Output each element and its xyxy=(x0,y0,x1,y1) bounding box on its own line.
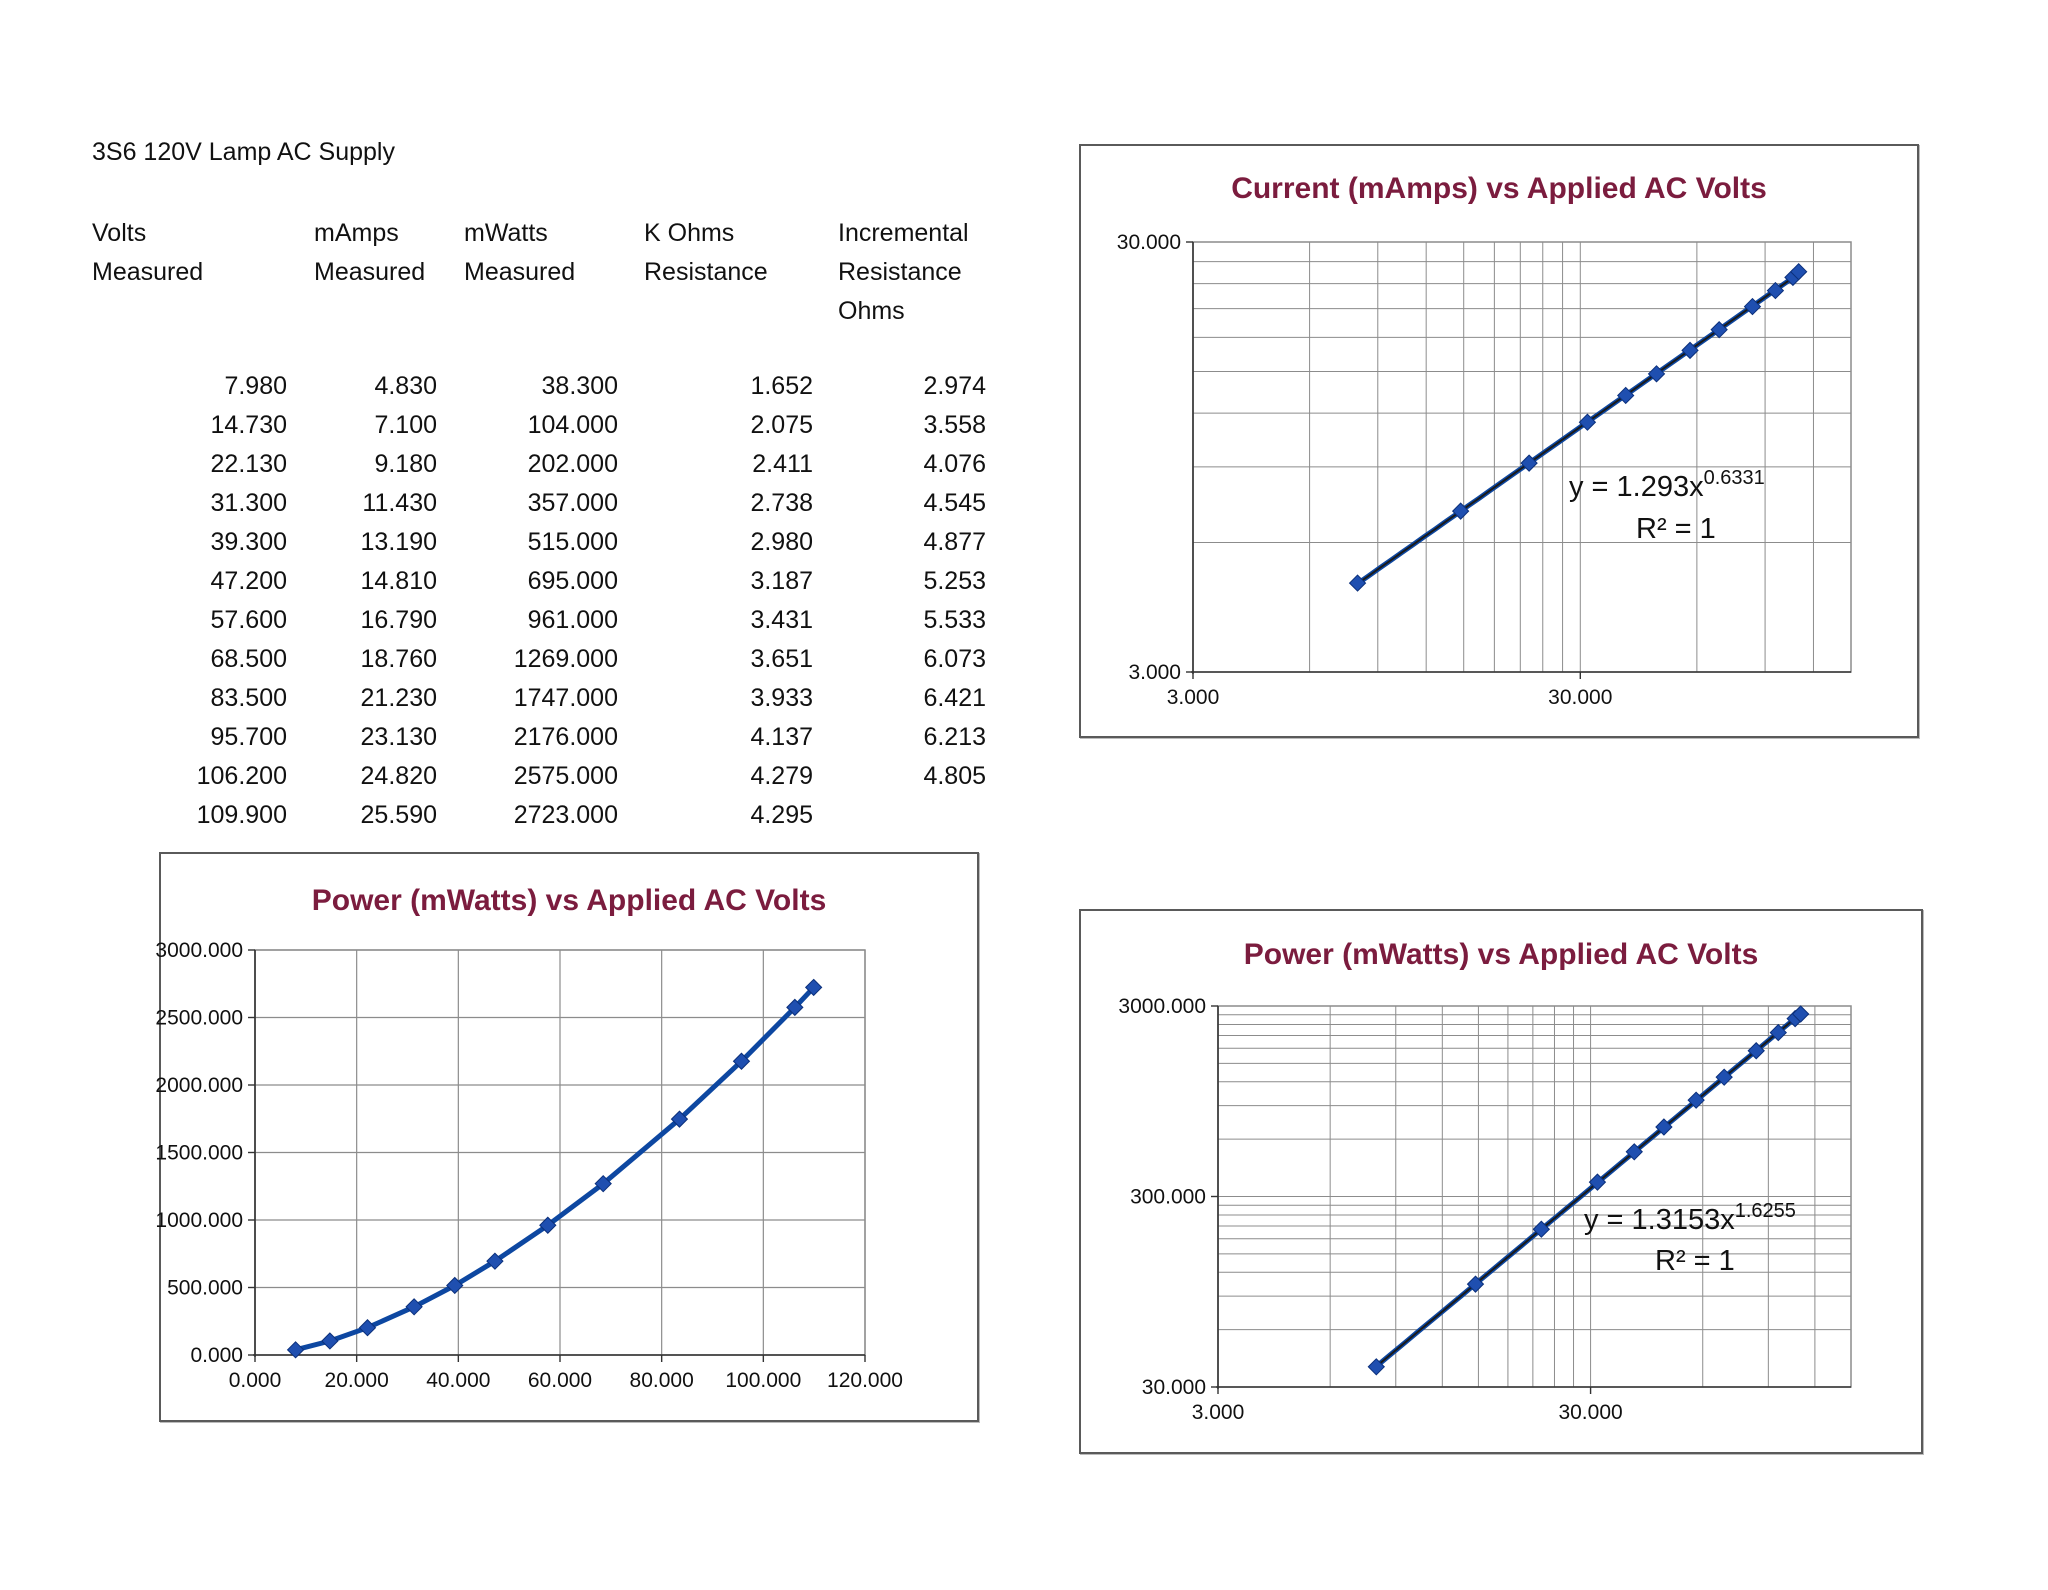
table-cell: 18.760 xyxy=(360,645,437,673)
y-tick-label: 3000.000 xyxy=(155,939,243,962)
chart-title: Power (mWatts) vs Applied AC Volts xyxy=(311,884,827,917)
table-cell: 4.877 xyxy=(923,528,986,556)
table-cell: 16.790 xyxy=(360,606,437,634)
table-cell: 3.431 xyxy=(750,606,813,634)
table-cell: 2.411 xyxy=(752,450,813,478)
current-chart-svg xyxy=(1081,146,1917,736)
table-cell: 39.300 xyxy=(210,528,287,556)
table-cell: 47.200 xyxy=(210,567,287,595)
y-tick-label: 0.000 xyxy=(190,1344,243,1367)
x-tick-label: 40.000 xyxy=(426,1369,491,1392)
table-cell: 2.980 xyxy=(750,528,813,556)
x-tick-label: 3.000 xyxy=(1191,1401,1245,1424)
column-header xyxy=(838,214,969,331)
table-cell: 4.137 xyxy=(750,723,813,751)
table-cell: 22.130 xyxy=(210,450,287,478)
table-cell: 4.545 xyxy=(923,489,986,517)
table-cell: 515.000 xyxy=(527,528,618,556)
y-tick-label: 2000.000 xyxy=(155,1074,243,1097)
table-cell: 83.500 xyxy=(210,684,287,712)
y-tick-label: 3.000 xyxy=(1128,661,1181,684)
power-log-chart-svg xyxy=(1081,911,1921,1452)
power-linear-chart xyxy=(155,852,979,1422)
table-cell: 3.558 xyxy=(923,411,986,439)
table-cell: 202.000 xyxy=(527,450,618,478)
table-cell: 4.295 xyxy=(750,801,813,829)
x-tick-label: 100.000 xyxy=(725,1369,802,1392)
column-header-line: Volts xyxy=(92,219,147,247)
column-header xyxy=(92,214,203,292)
table-cell: 1.652 xyxy=(750,372,813,400)
y-tick-label: 1000.000 xyxy=(155,1209,243,1232)
table-cell: 21.230 xyxy=(360,684,437,712)
equation-exponent: 1.6255 xyxy=(1734,1200,1796,1222)
table-cell: 13.190 xyxy=(360,528,437,556)
r-squared-label: R² = 1 xyxy=(1655,1245,1735,1277)
column-header-line: mAmps xyxy=(314,219,399,247)
y-tick-label: 1500.000 xyxy=(155,1141,243,1165)
table-cell: 1269.000 xyxy=(513,645,618,673)
x-tick-label: 80.000 xyxy=(629,1369,694,1392)
table-cell: 4.830 xyxy=(374,372,437,400)
column-header xyxy=(314,214,425,292)
column-header xyxy=(464,214,575,292)
x-tick-label: 120.000 xyxy=(827,1369,903,1392)
equation-base: y = 1.3153x xyxy=(1584,1204,1735,1236)
table-cell: 2.738 xyxy=(750,489,813,517)
table-cell: 6.213 xyxy=(923,723,986,751)
table-cell: 24.820 xyxy=(360,762,437,790)
column-header-line: K Ohms xyxy=(644,219,735,247)
table-cell: 9.180 xyxy=(374,450,437,478)
equation-base: y = 1.293x xyxy=(1569,471,1704,503)
column-header-line: Measured xyxy=(464,258,576,286)
current-chart xyxy=(1079,144,1919,738)
x-tick-label: 0.000 xyxy=(228,1369,282,1392)
table-cell: 3.933 xyxy=(750,684,813,712)
x-tick-label: 30.000 xyxy=(1558,1401,1623,1424)
table-cell: 2723.000 xyxy=(513,801,618,829)
power-log-chart xyxy=(1079,909,1923,1454)
column-header-line: Measured xyxy=(92,258,204,286)
table-cell: 11.430 xyxy=(362,489,437,517)
column-header-line: Incremental xyxy=(838,219,969,247)
table-cell: 4.279 xyxy=(750,762,813,790)
y-tick-label: 3000.000 xyxy=(1118,995,1206,1018)
table-cell: 3.651 xyxy=(750,645,813,673)
y-tick-label: 30.000 xyxy=(1116,231,1181,254)
table-cell: 5.253 xyxy=(923,567,986,595)
r-squared-label: R² = 1 xyxy=(1636,513,1716,545)
table-cell: 104.000 xyxy=(527,411,618,439)
column-header xyxy=(644,214,768,292)
y-tick-label: 2500.000 xyxy=(155,1006,243,1030)
column-header-line: Ohms xyxy=(838,297,905,325)
y-tick-label: 300.000 xyxy=(1130,1185,1206,1209)
table-cell: 57.600 xyxy=(210,606,287,634)
chart-title: Power (mWatts) vs Applied AC Volts xyxy=(1243,938,1759,971)
table-cell: 695.000 xyxy=(527,567,618,595)
column-header-line: Resistance xyxy=(644,258,768,286)
gridlines xyxy=(1218,1006,1851,1387)
table-cell: 23.130 xyxy=(360,723,437,751)
table-cell: 106.200 xyxy=(196,762,287,790)
table-cell: 5.533 xyxy=(923,606,986,634)
document-title: 3S6 120V Lamp AC Supply xyxy=(92,138,395,166)
table-cell: 2176.000 xyxy=(513,723,618,751)
x-tick-label: 60.000 xyxy=(527,1369,593,1392)
table-cell: 68.500 xyxy=(210,645,287,673)
equation-exponent: 0.6331 xyxy=(1703,467,1765,489)
table-cell: 6.421 xyxy=(923,684,986,712)
table-cell: 7.100 xyxy=(374,411,437,439)
table-cell: 7.980 xyxy=(224,372,287,400)
x-tick-label: 20.000 xyxy=(324,1369,389,1392)
table-cell: 38.300 xyxy=(541,372,618,400)
table-cell: 2.974 xyxy=(923,372,986,400)
table-cell: 2575.000 xyxy=(513,762,618,790)
table-cell: 2.075 xyxy=(750,411,813,439)
column-header-line: mWatts xyxy=(464,219,548,247)
table-cell: 14.730 xyxy=(210,411,287,439)
table-cell: 3.187 xyxy=(750,567,813,595)
chart-title: Current (mAmps) vs Applied AC Volts xyxy=(1231,172,1767,205)
table-cell: 357.000 xyxy=(527,489,618,517)
power-linear-chart-svg xyxy=(155,854,977,1420)
table-cell: 25.590 xyxy=(360,801,437,829)
table-cell: 14.810 xyxy=(360,567,437,595)
table-cell: 961.000 xyxy=(527,606,618,634)
y-tick-label: 30.000 xyxy=(1141,1376,1206,1399)
table-cell: 95.700 xyxy=(210,723,287,751)
table-cell: 109.900 xyxy=(196,801,287,829)
column-header-line: Measured xyxy=(314,258,426,286)
table-cell: 31.300 xyxy=(210,489,287,517)
table-cell: 1747.000 xyxy=(513,684,618,712)
table-cell: 4.805 xyxy=(923,762,986,790)
x-tick-label: 3.000 xyxy=(1166,686,1220,709)
table-cell: 4.076 xyxy=(923,450,986,478)
y-tick-label: 500.000 xyxy=(167,1276,243,1300)
table-cell: 6.073 xyxy=(923,645,986,673)
x-tick-label: 30.000 xyxy=(1548,686,1613,709)
column-header-line: Resistance xyxy=(838,258,962,286)
